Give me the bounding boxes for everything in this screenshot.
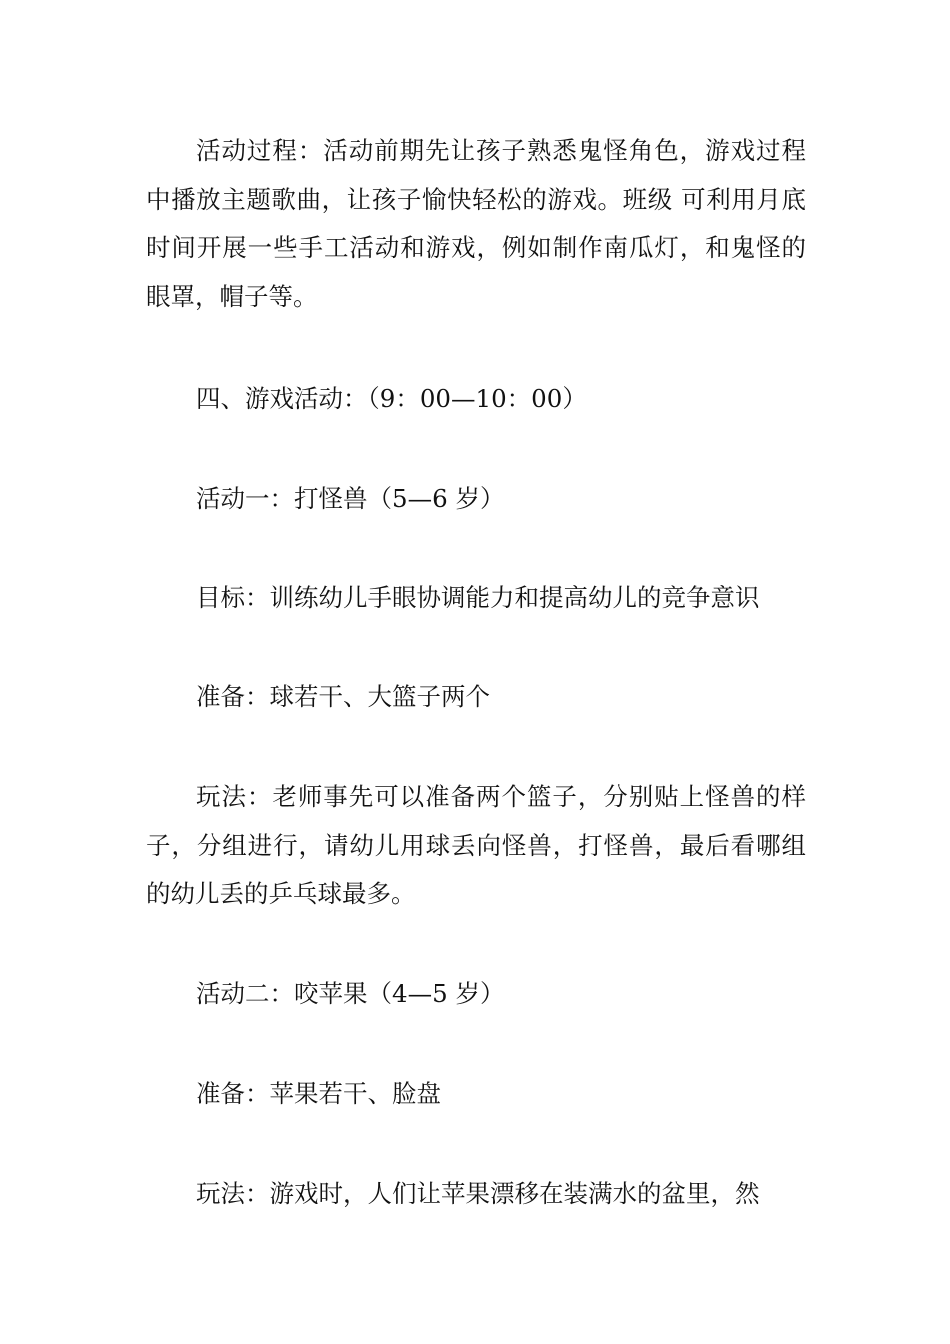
paragraph-activity-process: 活动过程：活动前期先让孩子熟悉鬼怪角色，游戏过程中播放主题歌曲，让孩子愉快轻松的游戏。班级 可利用月底时间开展一些手工活动和游戏，例如制作南瓜灯，和鬼怪的眼罩，帽子等。 — [146, 136, 806, 311]
heading-game-activities: 四、游戏活动：（9：00—10：00） — [196, 384, 587, 413]
paragraph-gameplay-one: 玩法：老师事先可以准备两个篮子，分别贴上怪兽的样子，分组进行，请幼儿用球丢向怪兽，打怪兽，最后看哪组的幼儿丢的乒乓球最多。 — [146, 782, 806, 908]
heading-activity-two: 活动二：咬苹果（4—5 岁） — [196, 979, 505, 1008]
paragraph-goal: 目标：训练幼儿手眼协调能力和提高幼儿的竞争意识 — [196, 583, 760, 612]
paragraph-preparation-one: 准备：球若干、大篮子两个 — [196, 682, 490, 711]
paragraph-gameplay-two: 玩法：游戏时，人们让苹果漂移在装满水的盆里，然 — [196, 1179, 760, 1208]
heading-activity-one: 活动一：打怪兽（5—6 岁） — [196, 484, 505, 513]
paragraph-preparation-two: 准备：苹果若干、脸盘 — [196, 1079, 441, 1108]
